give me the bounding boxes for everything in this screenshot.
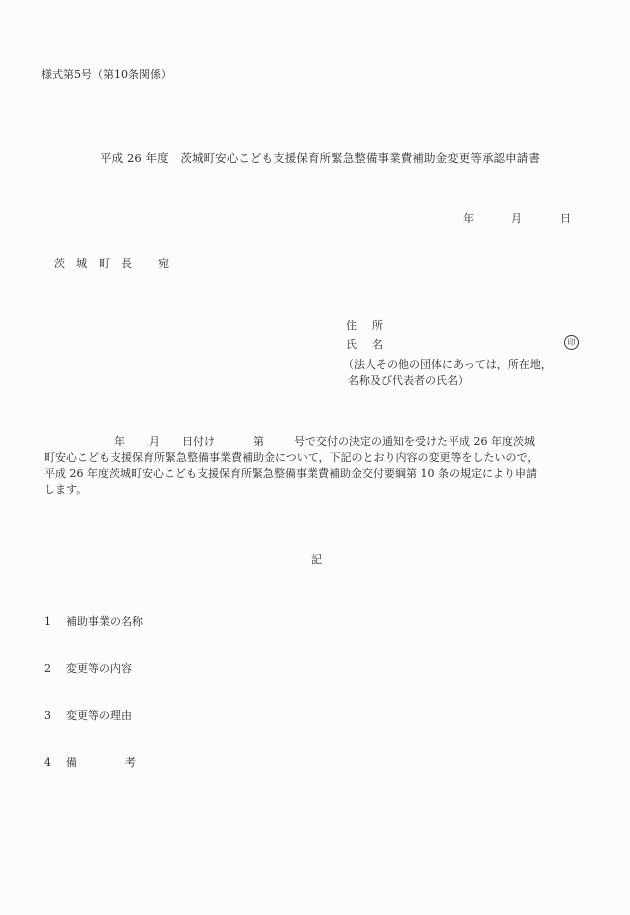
item-label: 考 [125, 756, 136, 769]
applicant-note: 名称及び代表者の氏名） [348, 374, 469, 387]
address-label: 住 [346, 319, 357, 332]
list-item [44, 616, 143, 627]
document-title: 平成 26 年度 茨城町安心こども支援保育所緊急整備事業費補助金変更等承認申請書 [100, 151, 540, 165]
address-label: 所 [372, 319, 383, 332]
seal-mark-icon: 印 [564, 335, 579, 350]
blank-number: 第 [253, 435, 264, 448]
name-label: 氏 [346, 338, 357, 351]
date-day-label: 日 [560, 212, 571, 225]
addressee-char: 宛 [158, 257, 169, 270]
date-year-label: 年 [463, 212, 474, 225]
body-line-1-text: 号で交付の決定の通知を受けた平成 26 年度茨城 [294, 435, 535, 448]
list-item [44, 663, 132, 674]
addressee-char: 町 [99, 257, 110, 270]
body-line-3: 平成 26 年度茨城町安心こども支援保育所緊急整備事業費補助金交付要綱第 10 条の規定により申請 [44, 467, 537, 480]
addressee-char: 長 [121, 257, 132, 270]
blank-year: 年 [114, 435, 125, 448]
item-number: 1 [44, 615, 51, 628]
addressee-char: 城 [76, 257, 87, 270]
list-item [44, 757, 136, 768]
applicant-note: （法人その他の団体にあっては，所在地， [343, 358, 552, 371]
body-line-2: 町安心こども支援保育所緊急整備事業費補助金について，下記のとおり内容の変更等をしたいので， [44, 451, 539, 464]
date-month-label: 月 [511, 212, 522, 225]
item-label: 備 [66, 756, 77, 769]
item-number: 3 [44, 709, 51, 722]
list-item [44, 710, 132, 721]
form-number: 様式第5号（第10条関係） [41, 68, 172, 81]
name-label: 名 [372, 338, 383, 351]
body-line-1 [44, 434, 564, 450]
ki-heading: 記 [311, 553, 322, 566]
item-number: 2 [44, 662, 51, 675]
blank-month: 月 [149, 435, 160, 448]
item-label: 補助事業の名称 [66, 615, 143, 628]
item-label: 変更等の理由 [66, 709, 132, 722]
item-number: 4 [44, 756, 51, 769]
blank-dated: 日付け [182, 435, 215, 448]
item-label: 変更等の内容 [66, 662, 132, 675]
body-paragraph [44, 434, 564, 498]
body-line-4: します。 [44, 483, 88, 496]
addressee-char: 茨 [54, 257, 65, 270]
